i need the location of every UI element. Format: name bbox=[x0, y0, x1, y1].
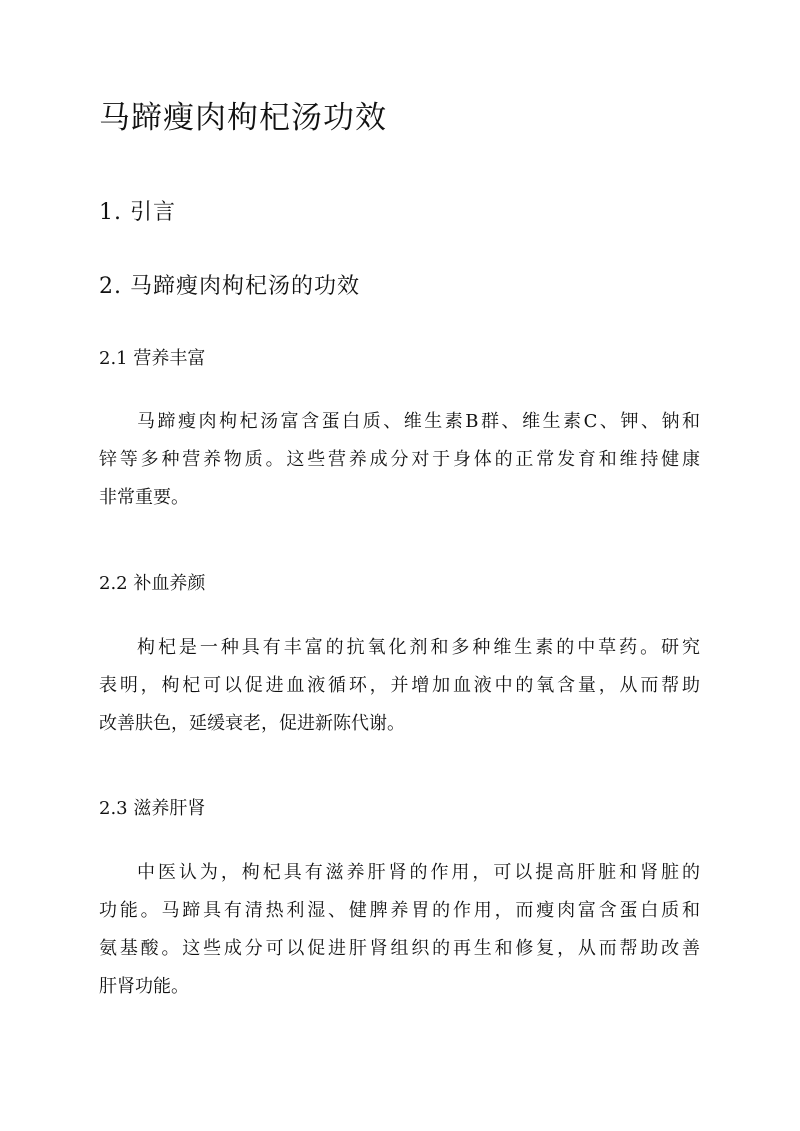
paragraph-line: 锌等多种营养物质。这些营养成分对于身体的正常发育和维持健康 bbox=[99, 449, 700, 470]
paragraph-liver-kidney bbox=[99, 854, 700, 1006]
subsection-heading-liver-kidney: 2.3 滋养肝肾 bbox=[99, 798, 206, 819]
paragraph-line: 肝肾功能。 bbox=[99, 976, 189, 997]
subsection-heading-blood-beauty: 2.2 补血养颜 bbox=[99, 573, 206, 594]
paragraph-line: 功能。马蹄具有清热利湿、健脾养胃的作用，而瘦肉富含蛋白质和 bbox=[99, 900, 700, 921]
paragraph-line: 氨基酸。这些成分可以促进肝肾组织的再生和修复，从而帮助改善 bbox=[99, 938, 700, 959]
paragraph-nutrition bbox=[99, 403, 700, 517]
paragraph-line: 中医认为，枸杞具有滋养肝肾的作用，可以提高肝脏和肾脏的 bbox=[137, 862, 700, 883]
paragraph-line: 改善肤色，延缓衰老，促进新陈代谢。 bbox=[99, 713, 405, 734]
document-title: 马蹄瘦肉枸杞汤功效 bbox=[99, 100, 387, 136]
section-heading-introduction: 1. 引言 bbox=[99, 200, 176, 225]
section-heading-benefits: 2. 马蹄瘦肉枸杞汤的功效 bbox=[99, 274, 360, 299]
paragraph-line: 非常重要。 bbox=[99, 487, 189, 508]
paragraph-line: 表明，枸杞可以促进血液循环，并增加血液中的氧含量，从而帮助 bbox=[99, 675, 700, 696]
paragraph-line: 枸杞是一种具有丰富的抗氧化剂和多种维生素的中草药。研究 bbox=[137, 637, 700, 658]
subsection-heading-nutrition: 2.1 营养丰富 bbox=[99, 348, 206, 369]
paragraph-line: 马蹄瘦肉枸杞汤富含蛋白质、维生素B群、维生素C、钾、钠和 bbox=[137, 411, 700, 432]
paragraph-blood-beauty bbox=[99, 629, 700, 743]
